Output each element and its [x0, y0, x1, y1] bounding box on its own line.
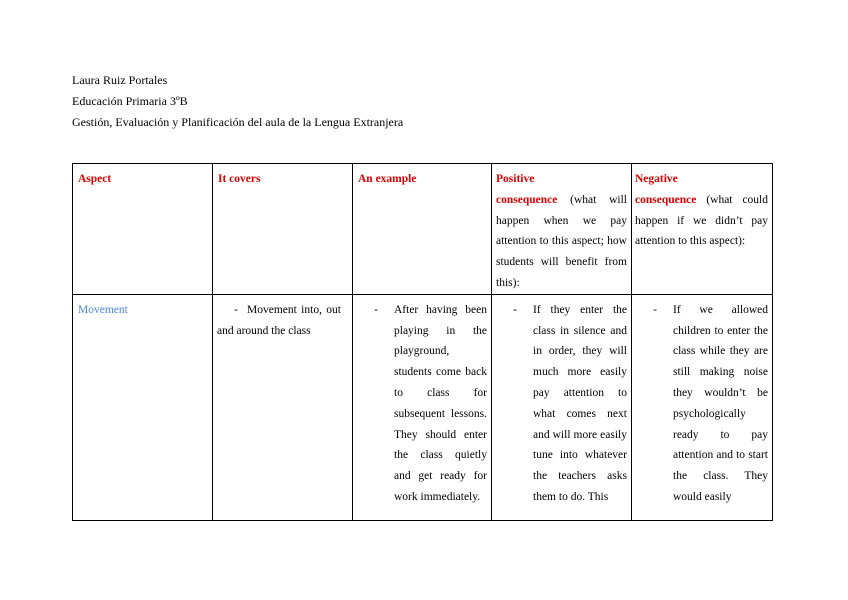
table-header-row [73, 164, 773, 295]
aspects-table [72, 163, 773, 521]
header-cell-negative [632, 164, 773, 295]
column-header-text [496, 169, 627, 294]
aspect-label: Movement [78, 303, 128, 316]
table-row [73, 294, 773, 520]
list-item-text: If they enter the class in silence and in order, they will much more easily pay attention to what comes next and will more easily tune into whatever the teachers asks them to do. This [533, 303, 627, 503]
cell-aspect [73, 294, 213, 520]
list-item-continuation: and around the class [217, 324, 311, 337]
cell-covers [213, 294, 353, 520]
list-item-text: Movement into, out [247, 303, 341, 316]
list-dash: - [653, 303, 657, 316]
list-item-text: If we allowed children to enter the class while they are still making noise they wouldn’t be psychologically ready to pay attention and to start the class. They would easily [673, 303, 768, 503]
list-item-text: After having been playing in the playground, students come back to class for subsequent lessons. They should enter the class quietly and get ready for work immediately. [394, 303, 487, 503]
document-header [72, 70, 403, 133]
list-item [637, 300, 768, 508]
header-cell-positive [492, 164, 632, 295]
course-group: Educación Primaria 3ºB [72, 94, 188, 108]
list-item [497, 300, 627, 508]
author-name: Laura Ruiz Portales [72, 73, 168, 87]
cell-example [353, 294, 492, 520]
list-item [358, 300, 487, 508]
column-subtitle: (what could happen if we didn’t pay attention to this aspect): [635, 193, 769, 248]
column-title: Aspect [78, 173, 112, 185]
cell-negative [632, 294, 773, 520]
column-title: Positive consequence [496, 173, 558, 206]
list-dash: - [234, 303, 238, 316]
list-item [217, 300, 347, 321]
list-dash: - [374, 303, 378, 316]
column-title: Negative consequence [635, 173, 697, 206]
subject-title: Gestión, Evaluación y Planificación del aula de la Lengua Extranjera [72, 115, 404, 129]
header-cell-example [353, 164, 492, 295]
list-dash: - [513, 303, 517, 316]
cell-positive [492, 294, 632, 520]
column-header-text [635, 169, 768, 252]
header-cell-aspect [73, 164, 213, 295]
header-cell-covers [213, 164, 353, 295]
column-title: It covers [218, 173, 261, 185]
column-title: An example [358, 173, 417, 185]
column-subtitle: (what will happen when we pay attention to this aspect; how students will benefit from this): [496, 193, 628, 289]
